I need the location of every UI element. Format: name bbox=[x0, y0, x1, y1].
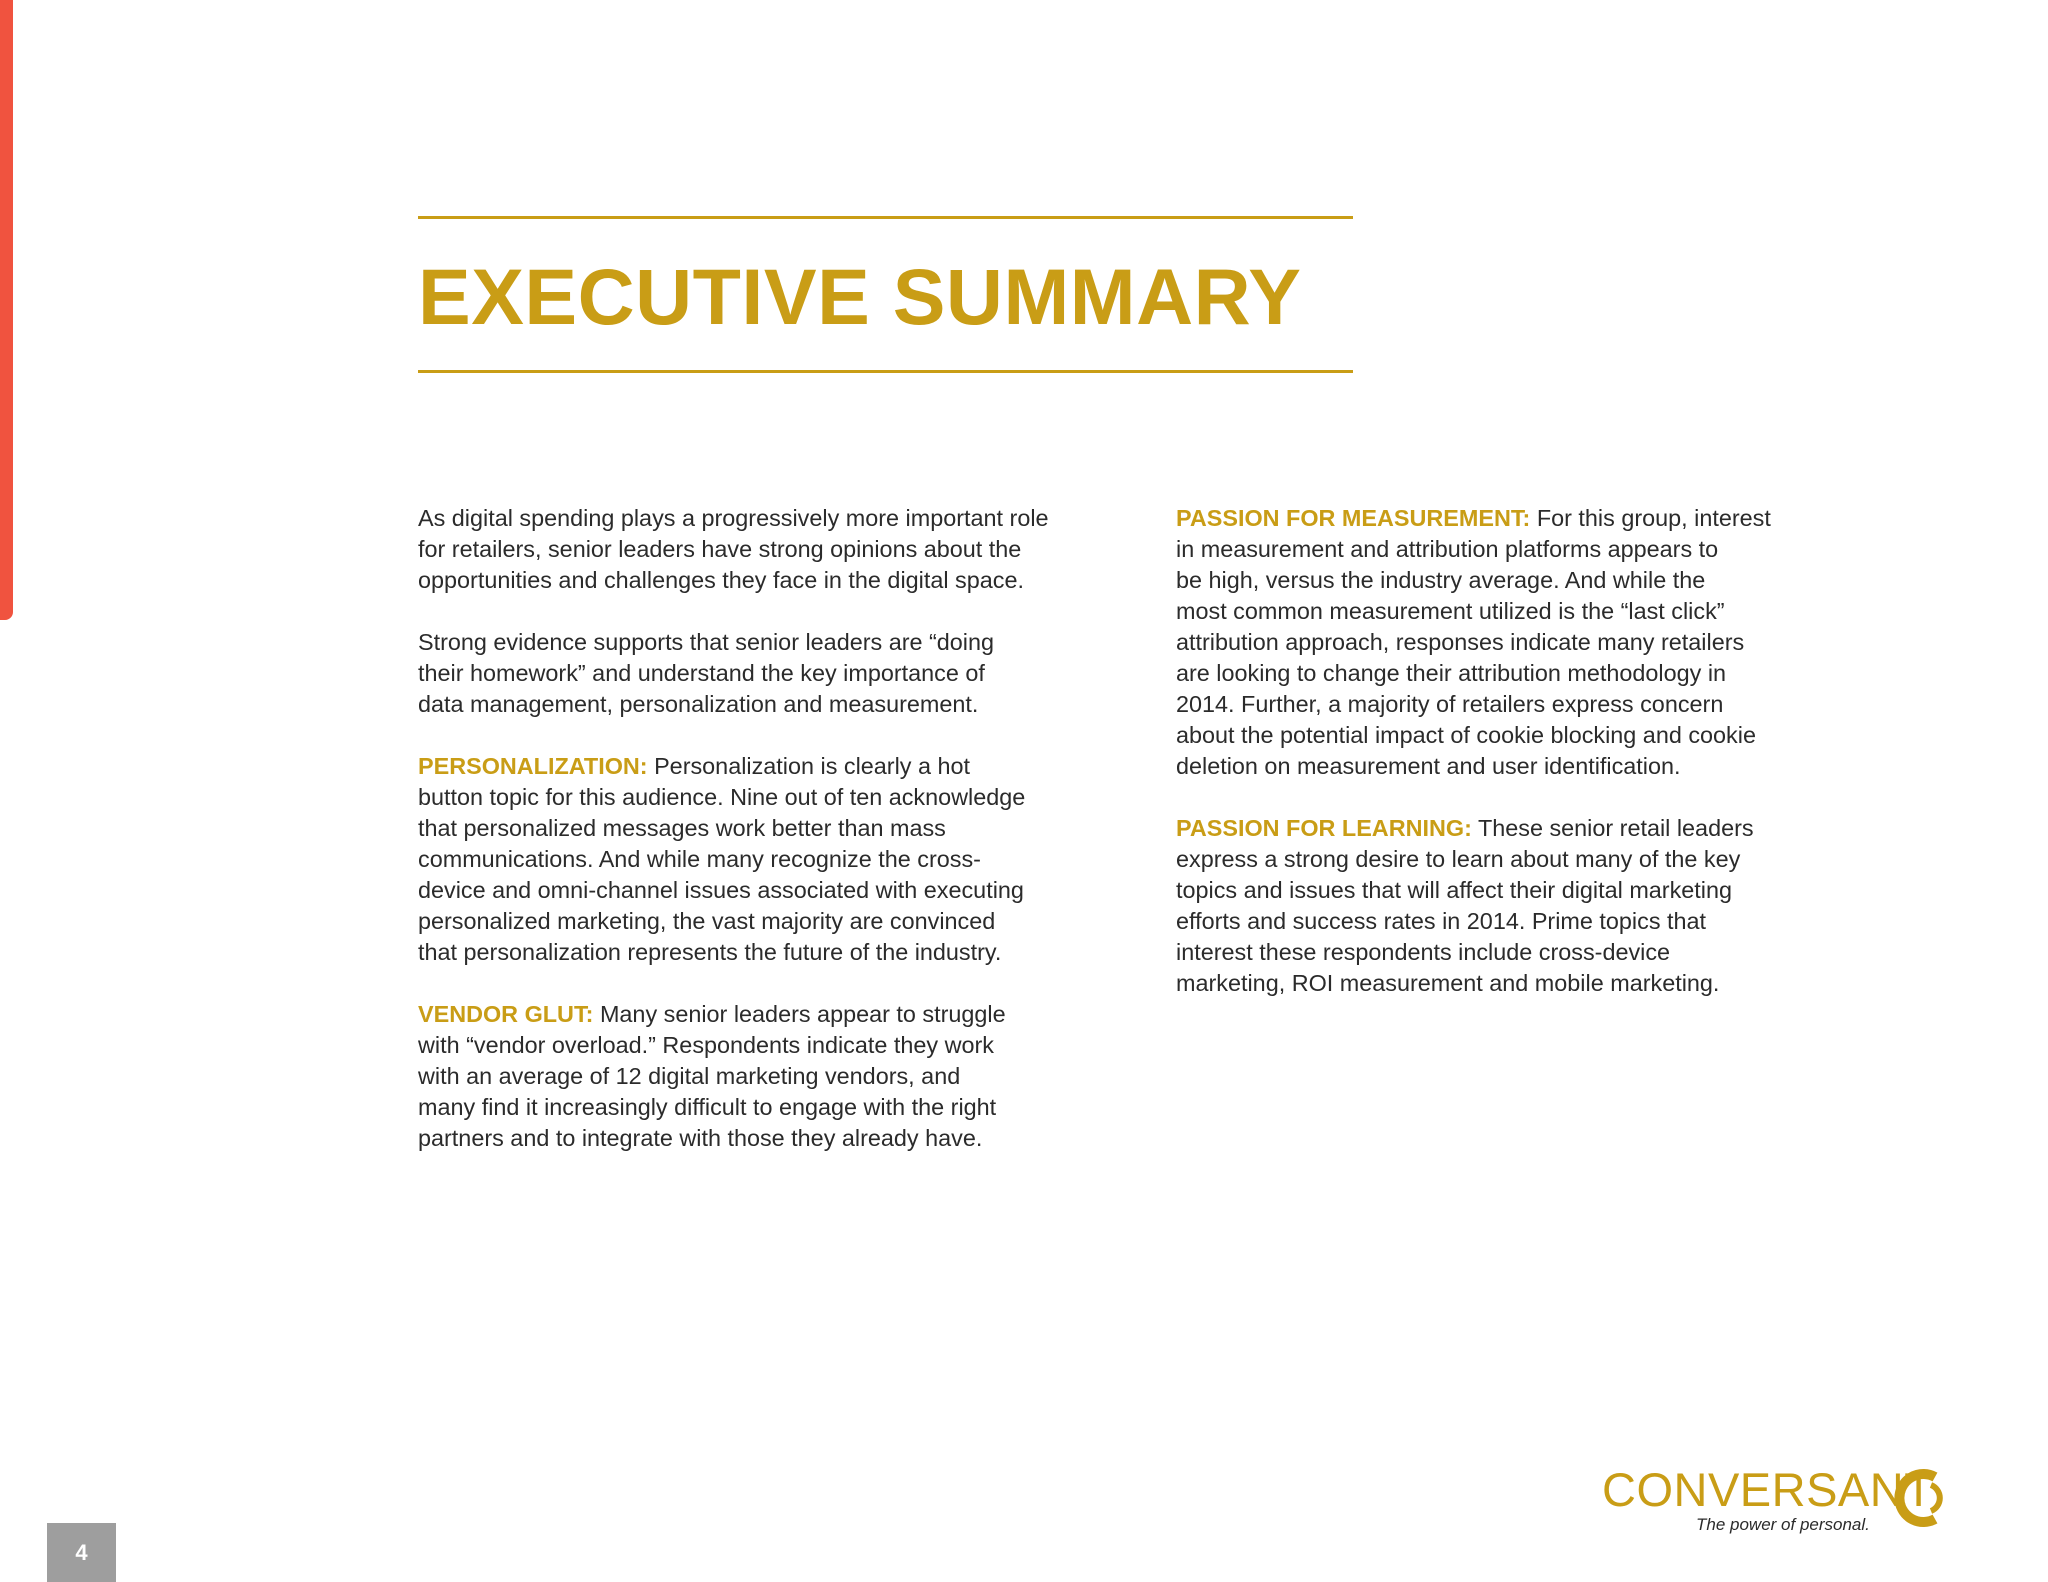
text-line bbox=[1176, 689, 1876, 720]
line-text: be high, versus the industry average. And while the bbox=[1176, 567, 1706, 593]
text-line bbox=[1176, 875, 1876, 906]
text-line bbox=[1176, 503, 1876, 534]
line-text: deletion on measurement and user identification. bbox=[1176, 753, 1681, 779]
text-line bbox=[418, 751, 1118, 782]
text-line bbox=[418, 1123, 1118, 1154]
line-text: efforts and success rates in 2014. Prime topics that bbox=[1176, 908, 1707, 934]
line-text: opportunities and challenges they face in the digital space. bbox=[418, 567, 1024, 593]
line-text: are looking to change their attribution methodology in bbox=[1176, 660, 1727, 686]
line-text: attribution approach, responses indicate many retailers bbox=[1176, 629, 1745, 655]
text-line bbox=[418, 1061, 1118, 1092]
text-line bbox=[1176, 627, 1876, 658]
text-line bbox=[418, 844, 1118, 875]
text-line bbox=[1176, 813, 1876, 844]
text-line bbox=[1176, 534, 1876, 565]
text-line bbox=[418, 813, 1118, 844]
left-column bbox=[418, 503, 1118, 1185]
text-line bbox=[418, 1092, 1118, 1123]
text-line bbox=[1176, 658, 1876, 689]
line-text: data management, personalization and measurement. bbox=[418, 691, 979, 717]
line-text: Many senior leaders appear to struggle bbox=[599, 1001, 1006, 1027]
line-text: for retailers, senior leaders have strong opinions about the bbox=[418, 536, 1022, 562]
text-line bbox=[1176, 565, 1876, 596]
title-rule-top bbox=[418, 216, 1353, 219]
text-line bbox=[418, 534, 1118, 565]
logo-tagline: The power of personal. bbox=[1696, 1515, 1870, 1534]
text-line bbox=[418, 627, 1118, 658]
right-column bbox=[1176, 503, 1876, 1030]
text-line bbox=[1176, 968, 1876, 999]
line-text: their homework” and understand the key importance of bbox=[418, 660, 985, 686]
line-text: express a strong desire to learn about many of the key bbox=[1176, 846, 1741, 872]
page-title: EXECUTIVE SUMMARY bbox=[418, 252, 1302, 341]
line-text: marketing, ROI measurement and mobile marketing. bbox=[1176, 970, 1720, 996]
line-text: These senior retail leaders bbox=[1477, 815, 1754, 841]
text-line bbox=[1176, 751, 1876, 782]
line-text: 2014. Further, a majority of retailers express concern bbox=[1176, 691, 1724, 717]
line-text: interest these respondents include cross-device bbox=[1176, 939, 1671, 965]
line-text: communications. And while many recognize the cross- bbox=[418, 846, 981, 872]
text-line bbox=[418, 503, 1118, 534]
line-text: Strong evidence supports that senior leaders are “doing bbox=[418, 629, 995, 655]
line-text: about the potential impact of cookie blocking and cookie bbox=[1176, 722, 1756, 748]
line-text: button topic for this audience. Nine out of ten acknowledge bbox=[418, 784, 1026, 810]
paragraph bbox=[1176, 503, 1876, 782]
conversant-c-logo-icon bbox=[1885, 1463, 1955, 1533]
logo-wordmark: CONVERSANT bbox=[1602, 1463, 1934, 1516]
line-text: many find it increasingly difficult to engage with the right bbox=[418, 1094, 997, 1120]
text-line bbox=[418, 906, 1118, 937]
title-rule-bottom bbox=[418, 370, 1353, 373]
text-line bbox=[418, 937, 1118, 968]
text-line bbox=[418, 1030, 1118, 1061]
section-lead: PASSION FOR MEASUREMENT: bbox=[1176, 505, 1531, 531]
text-line bbox=[418, 782, 1118, 813]
section-lead: PERSONALIZATION: bbox=[418, 753, 648, 779]
page-number: 4 bbox=[47, 1523, 116, 1582]
line-text: with “vendor overload.” Respondents indicate they work bbox=[418, 1032, 994, 1058]
line-text: that personalization represents the future of the industry. bbox=[418, 939, 1002, 965]
text-line bbox=[1176, 906, 1876, 937]
line-text: Personalization is clearly a hot bbox=[654, 753, 971, 779]
line-text: As digital spending plays a progressively more important role bbox=[418, 505, 1049, 531]
text-line bbox=[418, 565, 1118, 596]
line-text: most common measurement utilized is the “last click” bbox=[1176, 598, 1725, 624]
line-text: personalized marketing, the vast majority are convinced bbox=[418, 908, 996, 934]
text-line bbox=[1176, 844, 1876, 875]
text-line bbox=[1176, 720, 1876, 751]
text-line bbox=[418, 875, 1118, 906]
text-line bbox=[418, 689, 1118, 720]
paragraph bbox=[418, 999, 1118, 1154]
section-lead: VENDOR GLUT: bbox=[418, 1001, 594, 1027]
paragraph bbox=[418, 751, 1118, 968]
text-line bbox=[1176, 937, 1876, 968]
line-text: device and omni-channel issues associated with executing bbox=[418, 877, 1024, 903]
text-line bbox=[418, 999, 1118, 1030]
line-text: in measurement and attribution platforms appears to bbox=[1176, 536, 1719, 562]
paragraph bbox=[418, 503, 1118, 596]
section-lead: PASSION FOR LEARNING: bbox=[1176, 815, 1472, 841]
side-accent-bar bbox=[0, 0, 13, 620]
text-line bbox=[418, 658, 1118, 689]
paragraph bbox=[418, 627, 1118, 720]
line-text: topics and issues that will affect their digital marketing bbox=[1176, 877, 1733, 903]
paragraph bbox=[1176, 813, 1876, 999]
line-text: that personalized messages work better than mass bbox=[418, 815, 946, 841]
line-text: partners and to integrate with those they already have. bbox=[418, 1125, 983, 1151]
line-text: with an average of 12 digital marketing vendors, and bbox=[418, 1063, 961, 1089]
line-text: For this group, interest bbox=[1536, 505, 1771, 531]
text-line bbox=[1176, 596, 1876, 627]
conversant-logo bbox=[1602, 1462, 1962, 1542]
